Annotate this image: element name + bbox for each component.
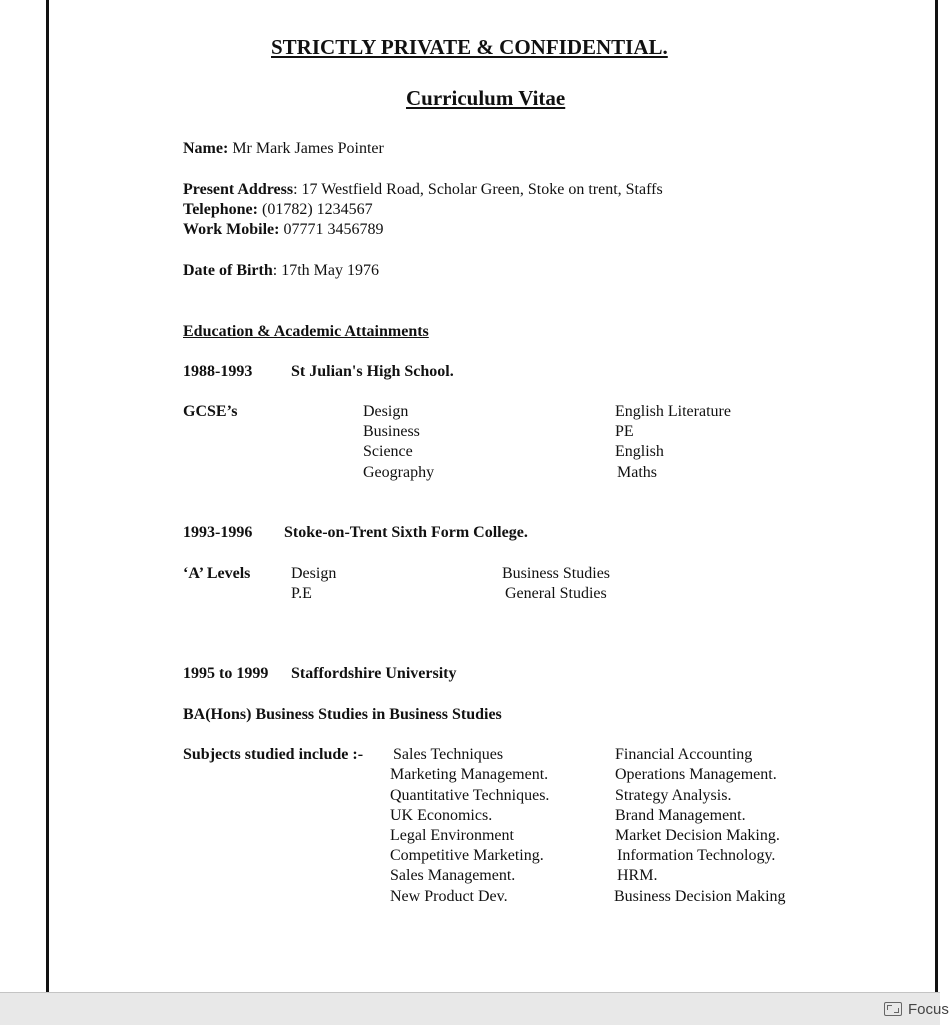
list-item: Quantitative Techniques. bbox=[390, 787, 550, 804]
focus-label: Focus bbox=[908, 1000, 949, 1018]
address-line bbox=[183, 180, 663, 200]
list-item: Strategy Analysis. bbox=[615, 787, 732, 804]
confidential-heading: STRICTLY PRIVATE & CONFIDENTIAL. bbox=[271, 35, 668, 59]
name-value: Mr Mark James Pointer bbox=[232, 140, 384, 157]
gcse-label: GCSE’s bbox=[183, 403, 238, 420]
focus-button[interactable] bbox=[884, 999, 949, 1019]
list-item: PE bbox=[615, 423, 634, 440]
list-item: English bbox=[615, 443, 664, 460]
list-item: Brand Management. bbox=[615, 807, 746, 824]
address-label: Present Address bbox=[183, 181, 294, 198]
list-item: Business Studies bbox=[502, 565, 611, 582]
list-item: P.E bbox=[291, 585, 312, 602]
education-heading: Education & Academic Attainments bbox=[183, 323, 429, 340]
list-item: Financial Accounting bbox=[615, 746, 753, 763]
list-item: Marketing Management. bbox=[390, 766, 549, 783]
subjects-label: Subjects studied include :- bbox=[183, 746, 364, 763]
list-item: Operations Management. bbox=[615, 766, 777, 783]
list-item: Market Decision Making. bbox=[615, 827, 780, 844]
status-bar bbox=[0, 992, 949, 1025]
list-item: Geography bbox=[363, 464, 435, 481]
list-item: Information Technology. bbox=[617, 847, 776, 864]
telephone-label: Telephone: bbox=[183, 201, 258, 218]
university-years: 1995 to 1999 bbox=[183, 665, 269, 682]
list-item: Sales Management. bbox=[390, 867, 516, 884]
telephone-line bbox=[183, 200, 373, 220]
list-item: Competitive Marketing. bbox=[390, 847, 544, 864]
list-item: Science bbox=[363, 443, 413, 460]
list-item: English Literature bbox=[615, 403, 731, 420]
list-item: General Studies bbox=[505, 585, 607, 602]
telephone-value: (01782) 1234567 bbox=[261, 201, 373, 218]
list-item: Sales Techniques bbox=[393, 746, 504, 763]
list-item: Business Decision Making bbox=[614, 888, 786, 905]
dob-label: Date of Birth bbox=[183, 262, 273, 279]
list-item: New Product Dev. bbox=[390, 888, 508, 905]
degree-line: BA(Hons) Business Studies in Business Studies bbox=[183, 706, 502, 723]
mobile-value: 07771 3456789 bbox=[283, 221, 384, 238]
list-item: Business bbox=[363, 423, 420, 440]
list-item: HRM. bbox=[617, 867, 658, 884]
name-line bbox=[183, 139, 384, 159]
address-value: : 17 Westfield Road, Scholar Green, Stoke on trent, Staffs bbox=[293, 181, 663, 198]
school-years: 1988-1993 bbox=[183, 363, 253, 380]
list-item: Legal Environment bbox=[390, 827, 514, 844]
name-label: Name: bbox=[183, 140, 229, 157]
alevel-label: ‘A’ Levels bbox=[183, 565, 251, 582]
document-page bbox=[46, 0, 938, 992]
list-item: UK Economics. bbox=[390, 807, 493, 824]
university-name: Staffordshire University bbox=[291, 665, 457, 682]
mobile-line bbox=[183, 220, 383, 240]
list-item: Maths bbox=[617, 464, 657, 481]
mobile-label: Work Mobile: bbox=[183, 221, 280, 238]
list-item: Design bbox=[363, 403, 409, 420]
fullscreen-icon bbox=[884, 1002, 902, 1016]
document-title: Curriculum Vitae bbox=[406, 86, 566, 110]
dob-line bbox=[183, 261, 379, 281]
school-name: St Julian's High School. bbox=[291, 363, 454, 380]
dob-value: : 17th May 1976 bbox=[272, 262, 379, 279]
college-name: Stoke-on-Trent Sixth Form College. bbox=[284, 524, 528, 541]
college-years: 1993-1996 bbox=[183, 524, 253, 541]
list-item: Design bbox=[291, 565, 337, 582]
